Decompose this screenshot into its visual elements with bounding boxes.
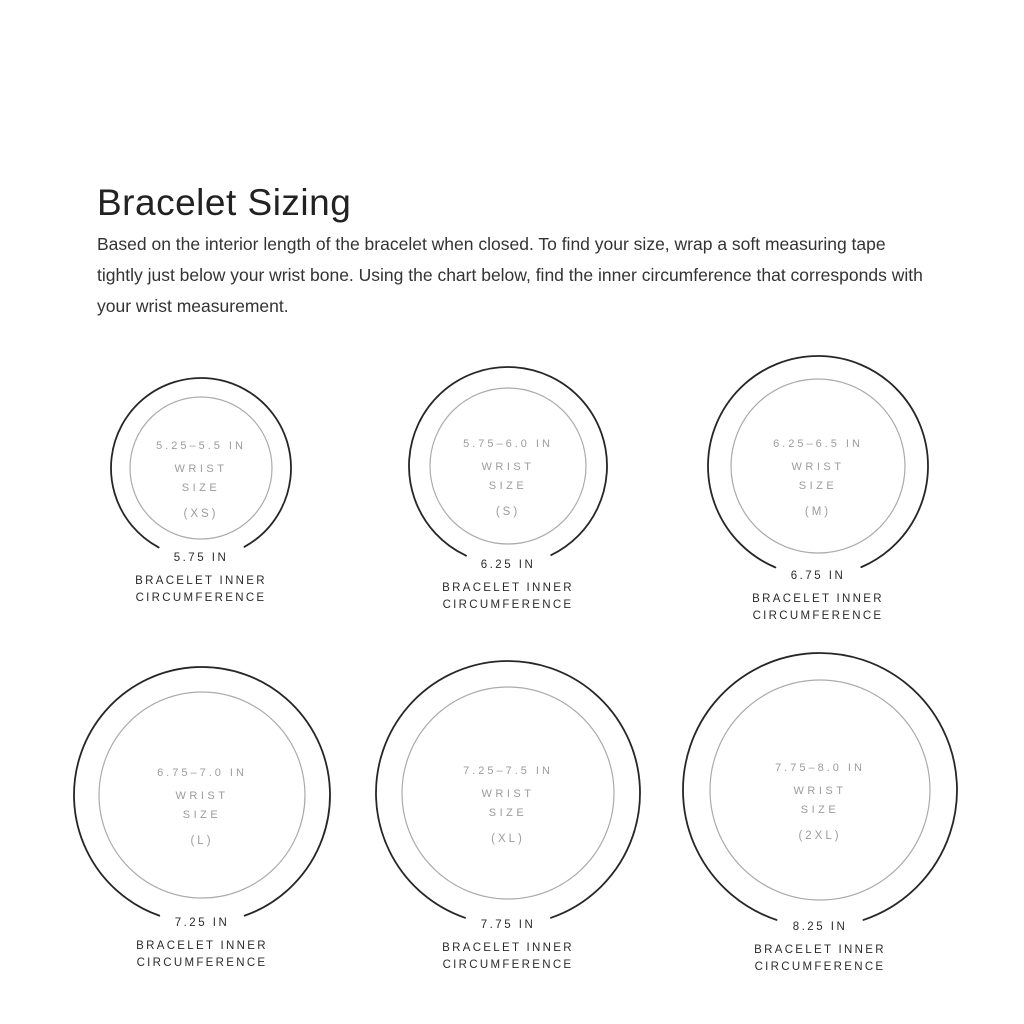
- circumference-label-line: CIRCUMFERENCE: [752, 610, 884, 622]
- description-line: tightly just below your wrist bone. Using the chart below, find the inner circumference that corresponds with: [97, 265, 923, 285]
- circumference-label-line: BRACELET INNER: [442, 582, 574, 594]
- page-title: Bracelet Sizing: [97, 181, 352, 223]
- size-word: SIZE: [181, 481, 221, 494]
- outer-ring: [109, 376, 293, 560]
- size-code: (L): [190, 834, 214, 847]
- inner-circumference-label: [646, 591, 990, 625]
- size-word: SIZE: [488, 806, 528, 819]
- size-word: SIZE: [488, 479, 528, 492]
- inner-ring: [710, 680, 930, 900]
- wrist-range: 6.75–7.0 IN: [157, 766, 247, 779]
- circumference-label-line: BRACELET INNER: [135, 575, 267, 587]
- wrist-range: 7.75–8.0 IN: [775, 761, 865, 774]
- inner-circumference-label: [347, 580, 669, 614]
- wrist-word: WRIST: [793, 784, 847, 797]
- inner-ring: [430, 388, 586, 544]
- inner-circumference-value: 7.75 IN: [480, 919, 536, 931]
- size-word: SIZE: [800, 803, 840, 816]
- bracelet-ring-diagram-m: [706, 354, 930, 578]
- inner-circumference-label: [621, 942, 1019, 976]
- circumference-label-line: CIRCUMFERENCE: [442, 959, 574, 971]
- wrist-range: 5.25–5.5 IN: [156, 439, 246, 452]
- description-line: Based on the interior length of the bracelet when closed. To find your size, wrap a soft measuring tape: [97, 234, 886, 254]
- inner-circumference-value: 6.75 IN: [790, 570, 846, 582]
- size-code: (XL): [491, 832, 525, 845]
- outer-ring: [72, 665, 332, 925]
- circumference-label-line: CIRCUMFERENCE: [754, 961, 886, 973]
- bracelet-ring-diagram-l: [72, 665, 332, 925]
- inner-ring: [731, 379, 905, 553]
- wrist-word: WRIST: [481, 787, 535, 800]
- circumference-label-line: BRACELET INNER: [136, 940, 268, 952]
- inner-ring: [130, 397, 272, 539]
- bracelet-ring-diagram-xs: [109, 376, 293, 560]
- size-badge-xl: [374, 659, 642, 971]
- circumference-label-line: CIRCUMFERENCE: [442, 599, 574, 611]
- inner-circumference-value: 8.25 IN: [792, 921, 848, 933]
- inner-ring: [99, 692, 305, 898]
- wrist-range: 5.75–6.0 IN: [463, 437, 553, 450]
- wrist-range: 6.25–6.5 IN: [773, 437, 863, 450]
- size-code: (M): [804, 505, 832, 518]
- page-description: [97, 229, 923, 322]
- bracelet-ring-diagram-xl: [374, 659, 642, 927]
- bracelet-ring-diagram-s: [407, 365, 609, 567]
- circumference-label-line: CIRCUMFERENCE: [135, 592, 267, 604]
- wrist-word: WRIST: [175, 789, 229, 802]
- circumference-label-line: BRACELET INNER: [752, 593, 884, 605]
- size-code: (XS): [183, 507, 219, 520]
- size-code: (2XL): [798, 829, 842, 842]
- size-code: (S): [495, 505, 521, 518]
- size-badge-l: [72, 665, 332, 969]
- size-badge-m: [706, 354, 930, 622]
- inner-circumference-value: 6.25 IN: [480, 559, 536, 571]
- inner-circumference-label: [49, 573, 353, 607]
- inner-circumference-value: 7.25 IN: [174, 917, 230, 929]
- size-badge-2xl: [681, 651, 959, 973]
- circumference-label-line: CIRCUMFERENCE: [136, 957, 268, 969]
- inner-circumference-value: 5.75 IN: [173, 552, 229, 564]
- size-word: SIZE: [182, 808, 222, 821]
- wrist-range: 7.25–7.5 IN: [463, 764, 553, 777]
- outer-ring: [407, 365, 609, 567]
- size-badge-xs: [109, 376, 293, 604]
- wrist-word: WRIST: [481, 460, 535, 473]
- size-word: SIZE: [798, 479, 838, 492]
- circumference-label-line: BRACELET INNER: [754, 944, 886, 956]
- description-line: your wrist measurement.: [97, 296, 289, 316]
- wrist-word: WRIST: [174, 462, 228, 475]
- size-badge-s: [407, 365, 609, 611]
- bracelet-ring-diagram-2xl: [681, 651, 959, 929]
- circumference-label-line: BRACELET INNER: [442, 942, 574, 954]
- outer-ring: [706, 354, 930, 578]
- inner-ring: [402, 687, 614, 899]
- outer-ring: [681, 651, 959, 929]
- outer-ring: [374, 659, 642, 927]
- wrist-word: WRIST: [791, 460, 845, 473]
